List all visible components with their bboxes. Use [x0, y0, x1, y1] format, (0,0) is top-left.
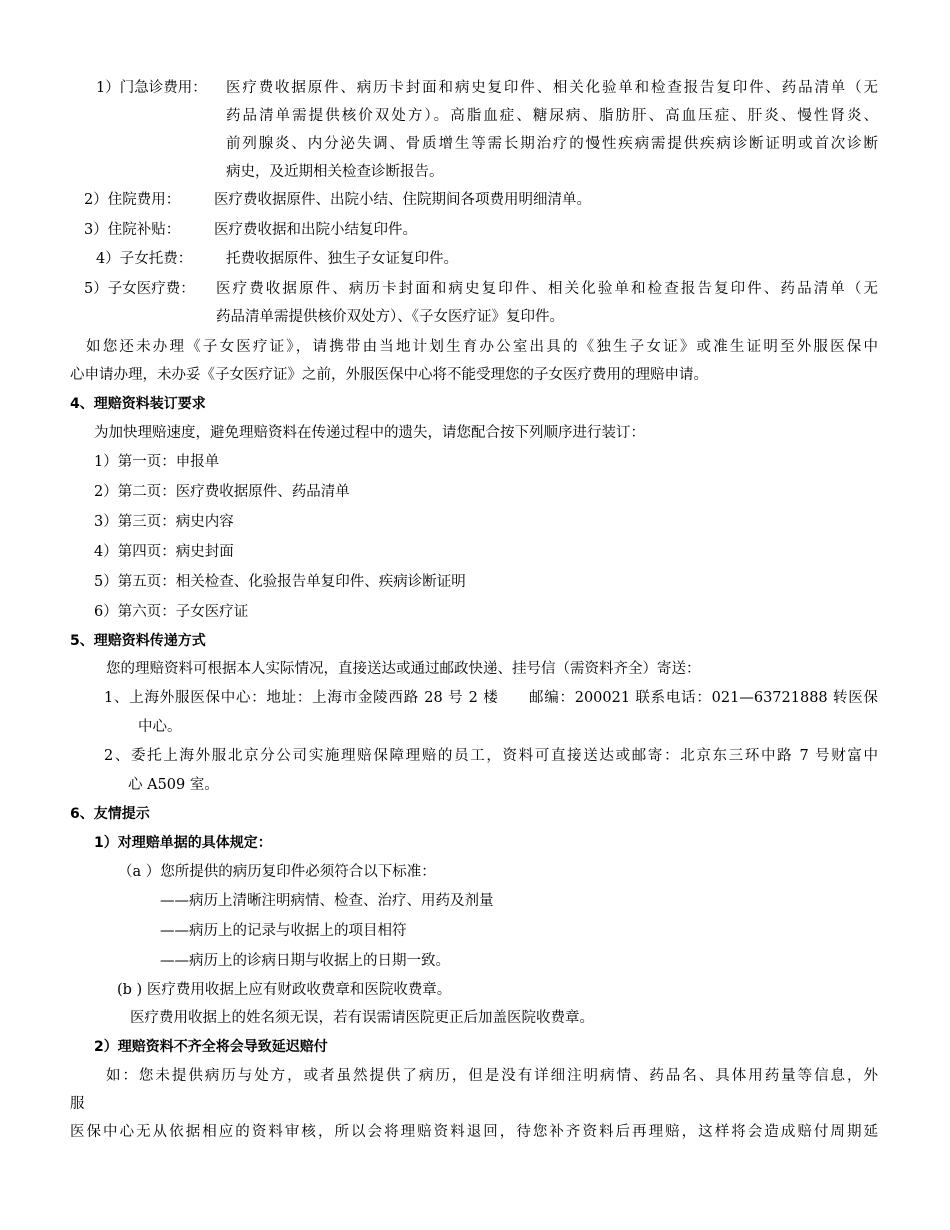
claim-text-child-medical: 药品清单需提供核价双处方）、《子女医疗证》复印件。 [216, 309, 564, 325]
rule-a-dash-item: ——病历上清晰注明病情、检查、治疗、用药及剂量 [160, 893, 494, 909]
claim-label-outpatient: 1）门急诊费用： [96, 80, 207, 96]
claim-text-outpatient: 药品清单需提供核价双处方）。高脂血症、糖尿病、脂肪肝、高血压症、肝炎、慢性肾炎、 [226, 108, 878, 124]
child-note-text: 如您还未办理《子女医疗证》，请携带由当地计划生育办公室出具的《独生子女证》或准生证明至外服医保中 [86, 339, 878, 355]
rule-b-text: (b ) 医疗费用收据上应有财政收费章和医院收费章。 [117, 982, 452, 998]
beijing-address: 2、委托上海外服北京分公司实施理赔保障理赔的员工，资料可直接送达或邮寄：北京东三环中路 7 号财富中 [104, 748, 878, 764]
rule-a-text: （a ）您所提供的病历复印件必须符合以下标准： [118, 864, 436, 880]
rule-b-note: 医疗费用收据上的姓名须无误，若有误需请医院更正后加盖医院收费章。 [130, 1010, 594, 1026]
claim-text-outpatient: 医疗费收据原件、病历卡封面和病史复印件、相关化验单和检查报告复印件、药品清单（无 [226, 80, 878, 96]
section-5-heading: 5、理赔资料传递方式 [70, 633, 206, 649]
binding-order-item: 6）第六页：子女医疗证 [94, 604, 249, 620]
binding-order-item: 2）第二页：医疗费收据原件、药品清单 [94, 484, 350, 500]
claim-text-childcare: 托费收据原件、独生子女证复印件。 [226, 251, 458, 267]
claim-label-childcare: 4）子女托费： [96, 251, 193, 267]
subheading-delay-warning: 2）理赔资料不齐全将会导致延迟赔付 [94, 1039, 328, 1055]
rule-a-dash-item: ——病历上的诊病日期与收据上的日期一致。 [160, 953, 450, 969]
subheading-receipt-rules: 1）对理赔单据的具体规定： [94, 835, 272, 851]
delay-example-text: 如：您未提供病历与处方，或者虽然提供了病历，但是没有详细注明病情、药品名、具体用药量等信息，外 [106, 1068, 878, 1084]
shanghai-address: 中心。 [138, 719, 182, 735]
claim-text-outpatient: 前列腺炎、内分泌失调、骨质增生等需长期治疗的慢性疾病需提供疾病诊断证明或首次诊断 [226, 136, 878, 152]
child-note-text: 心申请办理，未办妥《子女医疗证》之前，外服医保中心将不能受理您的子女医疗费用的理赔申请。 [70, 367, 708, 383]
claim-label-child-medical: 5）子女医疗费： [84, 281, 195, 297]
section-4-heading: 4、理赔资料装订要求 [70, 396, 206, 412]
delay-example-text: 服 [70, 1096, 85, 1112]
section-6-heading: 6、友情提示 [70, 806, 150, 822]
rule-a-dash-item: ——病历上的记录与收据上的项目相符 [160, 923, 407, 939]
claim-text-hospital: 医疗费收据原件、出院小结、住院期间各项费用明细清单。 [214, 192, 591, 208]
delay-example-text: 医保中心无从依据相应的资料审核，所以会将理赔资料退回，待您补齐资料后再理赔，这样将会造成赔付周期延 [70, 1124, 878, 1140]
section-5-intro: 您的理赔资料可根据本人实际情况，直接送达或通过邮政快递、挂号信（需资料齐全）寄送： [106, 661, 701, 677]
shanghai-address: 1、上海外服医保中心：地址：上海市金陵西路 28 号 2 楼 邮编：200021 联系电话：021—63721888 转医保 [104, 690, 878, 706]
binding-order-item: 5）第五页：相关检查、化验报告单复印件、疾病诊断证明 [94, 574, 466, 590]
claim-text-outpatient: 病史，及近期相关检查诊断报告。 [226, 164, 444, 180]
claim-label-hospital-allowance: 3）住院补贴： [84, 222, 181, 238]
beijing-address: 心 A509 室。 [128, 777, 219, 793]
claim-label-hospital: 2）住院费用： [84, 192, 181, 208]
section-4-intro: 为加快理赔速度，避免理赔资料在传递过程中的遗失，请您配合按下列顺序进行装订： [94, 425, 645, 441]
binding-order-item: 4）第四页：病史封面 [94, 544, 234, 560]
claim-text-hospital-allowance: 医疗费收据和出院小结复印件。 [214, 222, 417, 238]
binding-order-item: 1）第一页：申报单 [94, 454, 220, 470]
binding-order-item: 3）第三页：病史内容 [94, 514, 234, 530]
claim-text-child-medical: 医疗费收据原件、病历卡封面和病史复印件、相关化验单和检查报告复印件、药品清单（无 [216, 281, 878, 297]
